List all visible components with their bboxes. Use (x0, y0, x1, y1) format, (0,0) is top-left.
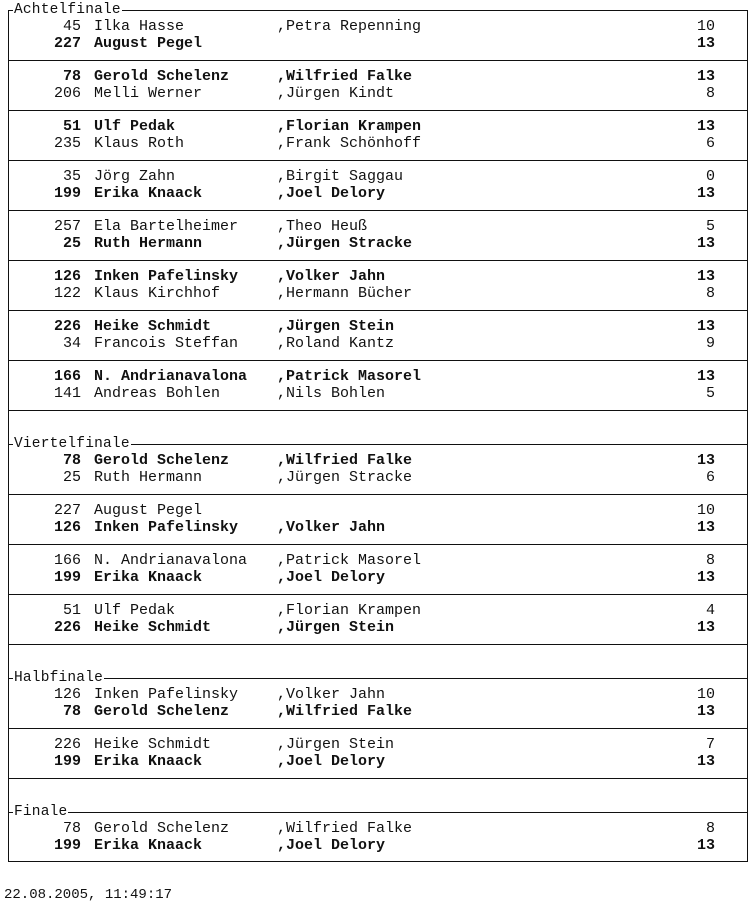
player-name: N. Andrianavalona (94, 552, 248, 569)
team-row (9, 368, 747, 385)
team-row (9, 753, 747, 770)
team-row (9, 452, 747, 469)
team-score: 13 (696, 519, 715, 536)
partner-name: ,Jürgen Stein (277, 318, 395, 335)
team-row (9, 837, 747, 854)
partner-name: ,Patrick Masorel (277, 552, 422, 569)
team-number: 226 (53, 736, 81, 753)
team-number: 126 (53, 519, 81, 536)
partner-name: ,Joel Delory (277, 569, 386, 586)
team-number: 199 (53, 837, 81, 854)
team-row (9, 736, 747, 753)
team-score: 13 (696, 318, 715, 335)
team-number: 45 (62, 18, 81, 35)
team-row (9, 519, 747, 536)
player-name: Erika Knaack (94, 753, 203, 770)
team-number: 206 (53, 85, 81, 102)
partner-name: ,Birgit Saggau (277, 168, 404, 185)
match-divider (9, 360, 747, 361)
player-name: Erika Knaack (94, 837, 203, 854)
team-score: 13 (696, 753, 715, 770)
match-divider (9, 110, 747, 111)
player-name: Inken Pafelinsky (94, 519, 239, 536)
match-divider (9, 494, 747, 495)
section-title: Viertelfinale (14, 436, 130, 452)
team-score: 8 (705, 552, 715, 569)
partner-name: ,Frank Schönhoff (277, 135, 422, 152)
partner-name: ,Volker Jahn (277, 686, 386, 703)
team-row (9, 18, 747, 35)
team-row (9, 285, 747, 302)
section-divider (9, 812, 747, 813)
team-score: 13 (696, 703, 715, 720)
player-name: August Pegel (94, 502, 203, 519)
player-name: Heike Schmidt (94, 619, 212, 636)
section-divider (9, 678, 747, 679)
tournament-results (8, 2, 748, 862)
player-name: Gerold Schelenz (94, 68, 230, 85)
section-end-divider (9, 410, 747, 411)
team-row (9, 502, 747, 519)
team-row (9, 552, 747, 569)
team-number: 227 (53, 35, 81, 52)
team-number: 78 (62, 703, 81, 720)
player-name: Klaus Kirchhof (94, 285, 221, 302)
player-name: Ulf Pedak (94, 118, 176, 135)
partner-name: ,Jürgen Stein (277, 619, 395, 636)
team-number: 78 (62, 820, 81, 837)
match-divider (9, 60, 747, 61)
team-number: 25 (62, 235, 81, 252)
partner-name: ,Volker Jahn (277, 268, 386, 285)
team-score: 13 (696, 35, 715, 52)
team-number: 226 (53, 318, 81, 335)
player-name: Klaus Roth (94, 135, 185, 152)
team-row (9, 168, 747, 185)
match-divider (9, 728, 747, 729)
player-name: Heike Schmidt (94, 318, 212, 335)
partner-name: ,Joel Delory (277, 837, 386, 854)
team-row (9, 469, 747, 486)
player-name: Erika Knaack (94, 185, 203, 202)
team-number: 141 (53, 385, 81, 402)
team-score: 7 (705, 736, 715, 753)
team-score: 6 (705, 469, 715, 486)
partner-name: ,Jürgen Stein (277, 736, 395, 753)
section-title: Achtelfinale (14, 2, 121, 18)
team-score: 13 (696, 368, 715, 385)
team-number: 126 (53, 268, 81, 285)
partner-name: ,Hermann Bücher (277, 285, 413, 302)
player-name: Jörg Zahn (94, 168, 176, 185)
print-timestamp: 22.08.2005, 11:49:17 (4, 887, 173, 903)
section-title: Halbfinale (14, 670, 104, 686)
match-divider (9, 160, 747, 161)
team-row (9, 235, 747, 252)
team-number: 51 (62, 118, 81, 135)
partner-name: ,Wilfried Falke (277, 703, 413, 720)
team-row (9, 118, 747, 135)
match-divider (9, 210, 747, 211)
partner-name: ,Petra Repenning (277, 18, 422, 35)
player-name: August Pegel (94, 35, 203, 52)
team-score: 8 (705, 285, 715, 302)
player-name: Ulf Pedak (94, 602, 176, 619)
player-name: Francois Steffan (94, 335, 239, 352)
team-row (9, 68, 747, 85)
team-row (9, 318, 747, 335)
team-row (9, 268, 747, 285)
match-divider (9, 310, 747, 311)
player-name: Ruth Hermann (94, 469, 203, 486)
partner-name: ,Jürgen Kindt (277, 85, 395, 102)
team-number: 199 (53, 753, 81, 770)
partner-name: ,Theo Heuß (277, 218, 368, 235)
team-row (9, 335, 747, 352)
team-score: 5 (705, 385, 715, 402)
team-score: 13 (696, 185, 715, 202)
partner-name: ,Jürgen Stracke (277, 469, 413, 486)
team-number: 199 (53, 185, 81, 202)
player-name: Ela Bartelheimer (94, 218, 239, 235)
team-row (9, 135, 747, 152)
team-score: 0 (705, 168, 715, 185)
partner-name: ,Joel Delory (277, 185, 386, 202)
team-number: 51 (62, 602, 81, 619)
team-number: 122 (53, 285, 81, 302)
team-number: 25 (62, 469, 81, 486)
team-score: 13 (696, 569, 715, 586)
team-row (9, 185, 747, 202)
team-score: 13 (696, 68, 715, 85)
section-end-divider (9, 644, 747, 645)
team-score: 9 (705, 335, 715, 352)
team-score: 13 (696, 118, 715, 135)
match-divider (9, 260, 747, 261)
team-score: 8 (705, 85, 715, 102)
team-score: 10 (696, 502, 715, 519)
team-number: 35 (62, 168, 81, 185)
match-divider (9, 544, 747, 545)
team-row (9, 85, 747, 102)
team-number: 78 (62, 452, 81, 469)
partner-name: ,Patrick Masorel (277, 368, 422, 385)
partner-name: ,Wilfried Falke (277, 452, 413, 469)
team-score: 13 (696, 268, 715, 285)
player-name: Inken Pafelinsky (94, 268, 239, 285)
team-number: 34 (62, 335, 81, 352)
partner-name: ,Wilfried Falke (277, 820, 413, 837)
partner-name: ,Florian Krampen (277, 118, 422, 135)
team-row (9, 820, 747, 837)
team-score: 10 (696, 686, 715, 703)
team-number: 227 (53, 502, 81, 519)
team-number: 126 (53, 686, 81, 703)
player-name: N. Andrianavalona (94, 368, 248, 385)
team-row (9, 703, 747, 720)
team-score: 13 (696, 837, 715, 854)
team-score: 8 (705, 820, 715, 837)
team-score: 6 (705, 135, 715, 152)
team-number: 235 (53, 135, 81, 152)
team-row (9, 686, 747, 703)
team-score: 5 (705, 218, 715, 235)
team-row (9, 385, 747, 402)
team-row (9, 602, 747, 619)
team-score: 13 (696, 619, 715, 636)
match-divider (9, 594, 747, 595)
team-number: 257 (53, 218, 81, 235)
team-row (9, 35, 747, 52)
player-name: Ilka Hasse (94, 18, 185, 35)
player-name: Erika Knaack (94, 569, 203, 586)
team-score: 13 (696, 452, 715, 469)
player-name: Inken Pafelinsky (94, 686, 239, 703)
team-number: 199 (53, 569, 81, 586)
partner-name: ,Florian Krampen (277, 602, 422, 619)
team-row (9, 569, 747, 586)
team-row (9, 619, 747, 636)
player-name: Andreas Bohlen (94, 385, 221, 402)
team-number: 166 (53, 552, 81, 569)
partner-name: ,Joel Delory (277, 753, 386, 770)
player-name: Melli Werner (94, 85, 203, 102)
player-name: Gerold Schelenz (94, 703, 230, 720)
team-row (9, 218, 747, 235)
partner-name: ,Nils Bohlen (277, 385, 386, 402)
partner-name: ,Roland Kantz (277, 335, 395, 352)
team-score: 4 (705, 602, 715, 619)
team-number: 226 (53, 619, 81, 636)
team-number: 78 (62, 68, 81, 85)
partner-name: ,Jürgen Stracke (277, 235, 413, 252)
player-name: Ruth Hermann (94, 235, 203, 252)
player-name: Gerold Schelenz (94, 452, 230, 469)
section-title: Finale (14, 804, 68, 820)
team-score: 13 (696, 235, 715, 252)
team-number: 166 (53, 368, 81, 385)
section-end-divider (9, 778, 747, 779)
player-name: Gerold Schelenz (94, 820, 230, 837)
partner-name: ,Wilfried Falke (277, 68, 413, 85)
partner-name: ,Volker Jahn (277, 519, 386, 536)
team-score: 10 (696, 18, 715, 35)
player-name: Heike Schmidt (94, 736, 212, 753)
